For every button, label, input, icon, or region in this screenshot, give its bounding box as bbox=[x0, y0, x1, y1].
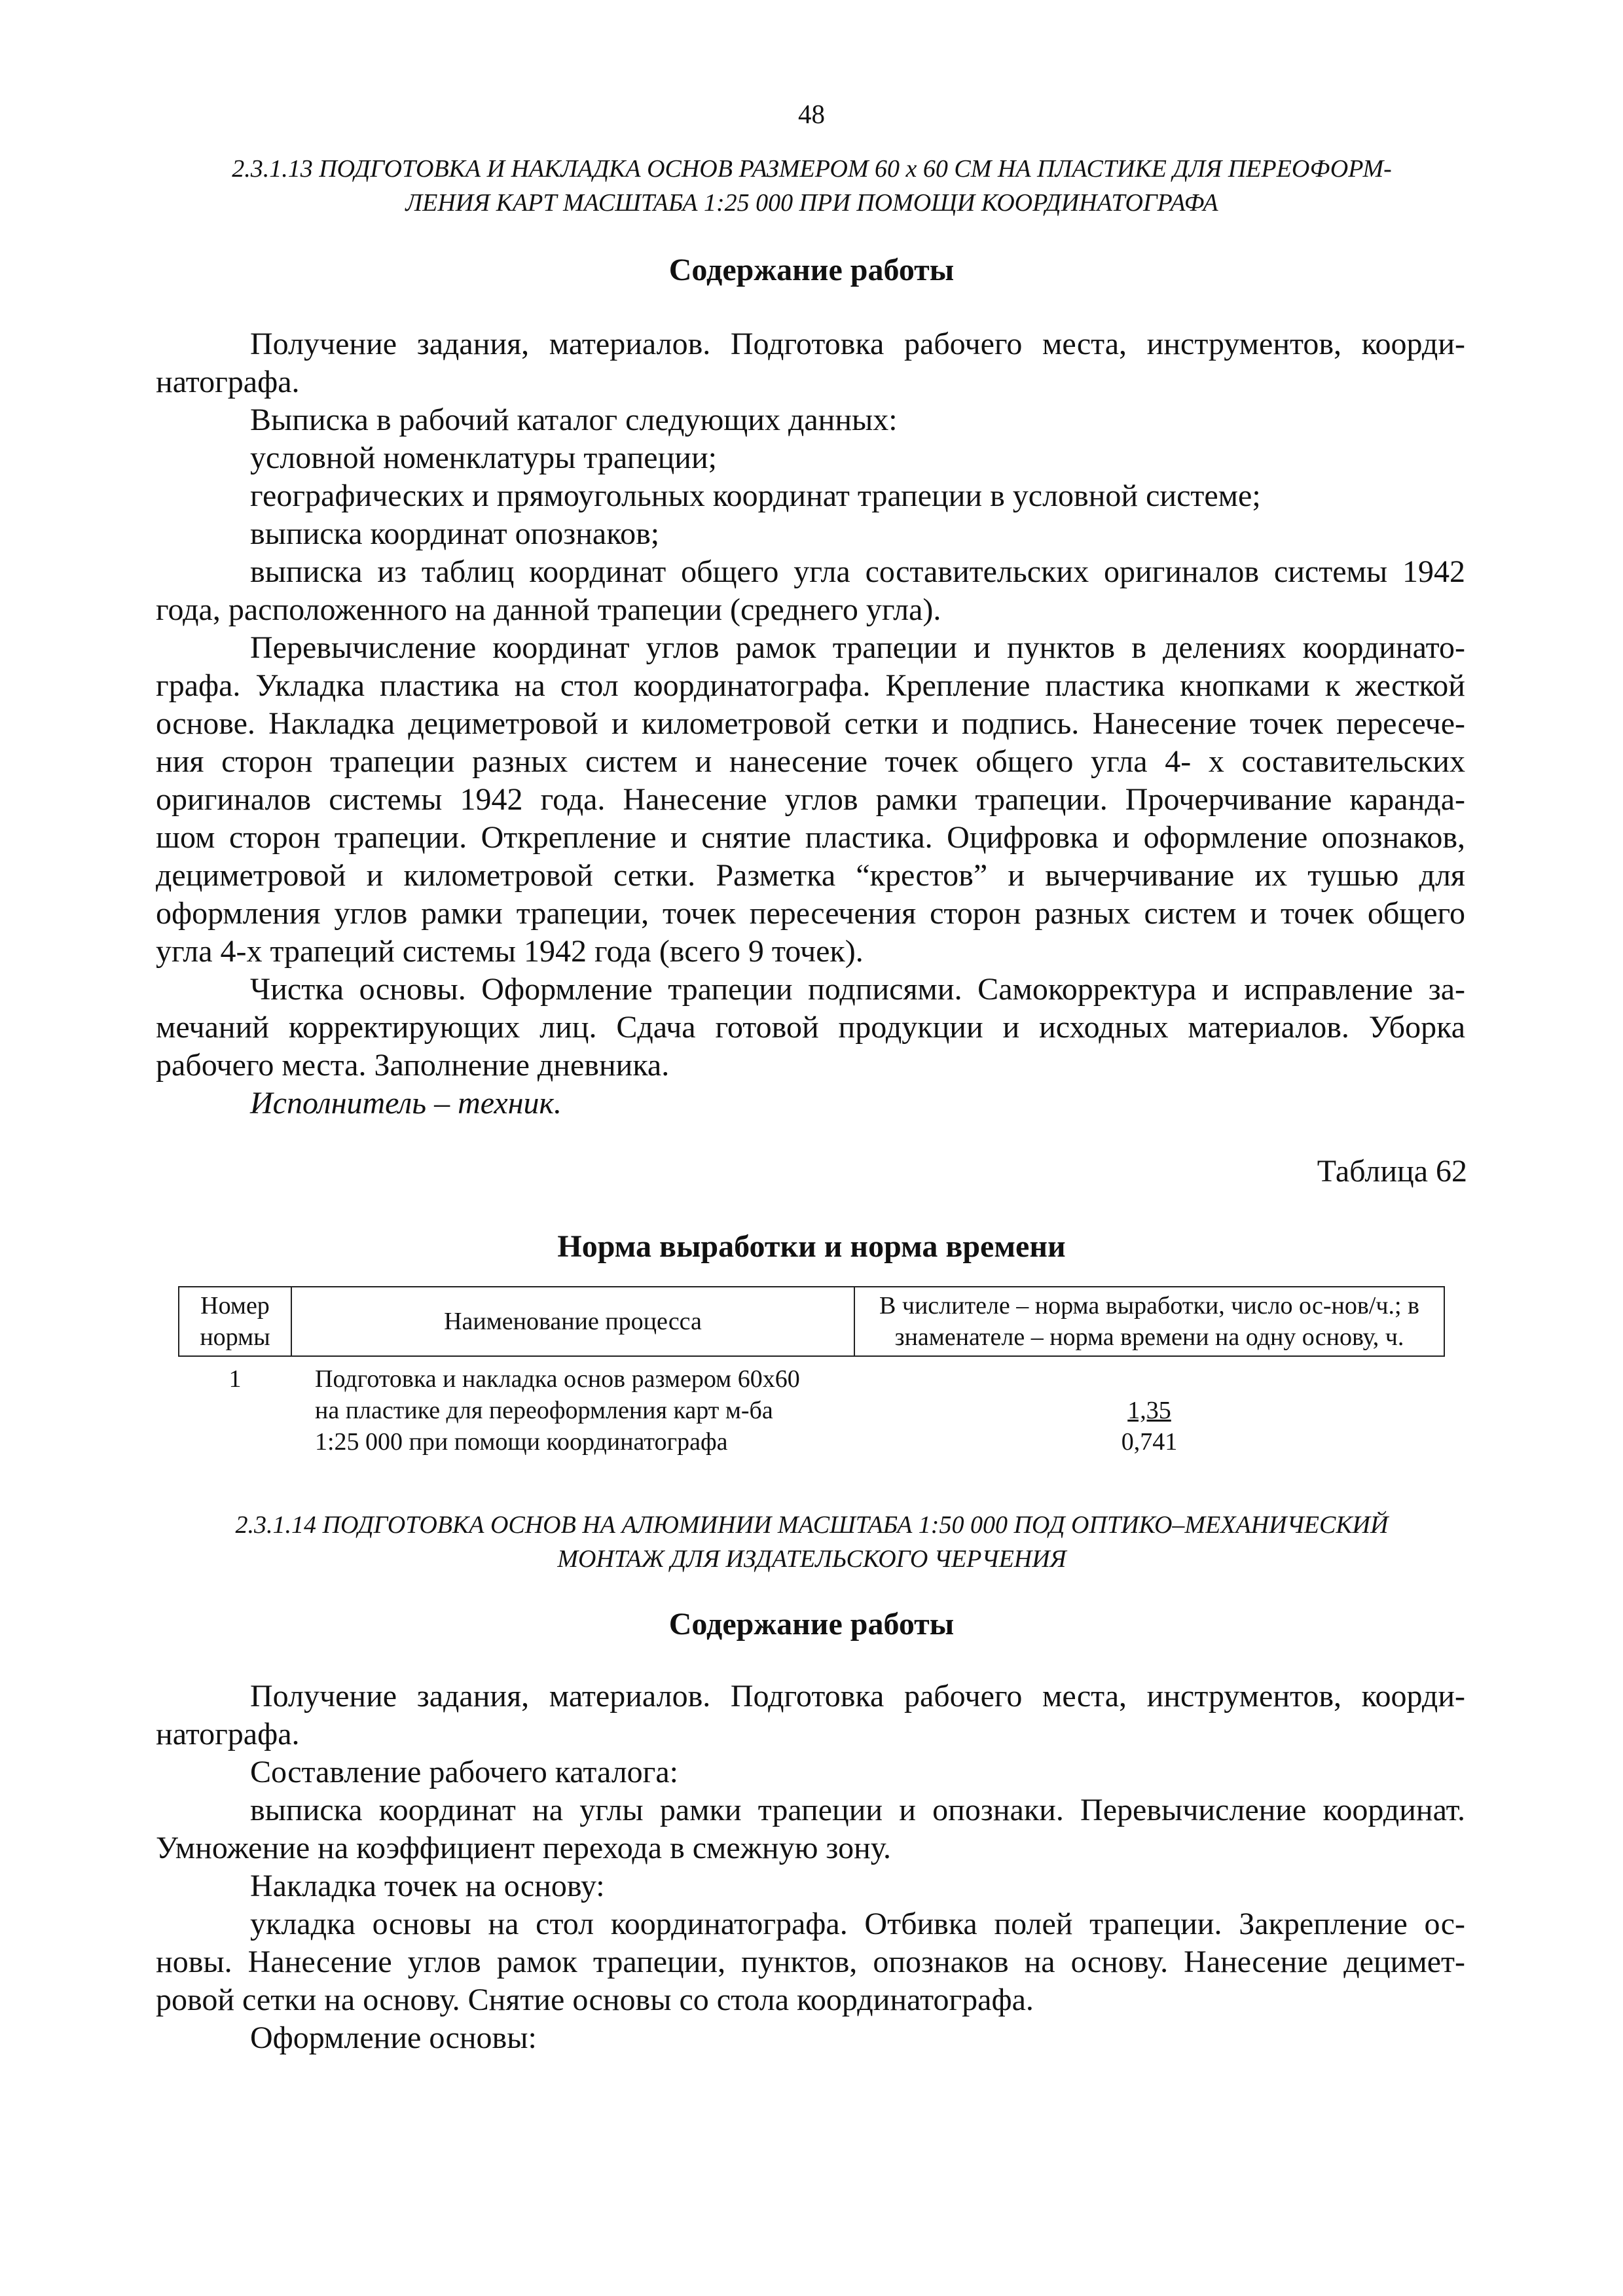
cell-number: 1 bbox=[228, 1365, 242, 1393]
content-title: Содержание работы bbox=[668, 253, 955, 287]
paragraph-line: натографа. bbox=[156, 365, 300, 399]
paragraph-line: Накладка точек на основу: bbox=[250, 1869, 605, 1903]
paragraph-line: угла 4-х трапеций системы 1942 года (всего 9 точек). bbox=[156, 934, 864, 969]
paragraph-line: шом сторон трапеции. Открепление и снятие пластика. Оцифровка и оформление опознаков, bbox=[156, 820, 1465, 855]
page-number: 48 bbox=[798, 99, 825, 129]
content-title: Содержание работы bbox=[668, 1607, 955, 1641]
cell-name-line: на пластике для переоформления карт м-ба bbox=[315, 1397, 773, 1424]
paragraph-line: выписка из таблиц координат общего угла составительских оригиналов системы 1942 bbox=[250, 554, 1465, 589]
paragraph-line: Перевычисление координат углов рамок трапеции и пунктов в делениях координато- bbox=[250, 630, 1465, 665]
paragraph-line: выписка координат на углы рамки трапеции и опознаки. Перевычисление координат. bbox=[250, 1793, 1465, 1827]
paragraph-line: новы. Нанесение углов рамок трапеции, пунктов, опознаков на основу. Нанесение децимет- bbox=[156, 1945, 1465, 1979]
paragraph-line: основе. Накладка дециметровой и километровой сетки и подпись. Нанесение точек пересече- bbox=[156, 706, 1465, 741]
value-denominator: 0,741 bbox=[1121, 1428, 1178, 1456]
cell-name-line: 1:25 000 при помощи координатографа bbox=[315, 1428, 728, 1456]
paragraph-line: Получение задания, материалов. Подготовка рабочего места, инструментов, коорди- bbox=[250, 1679, 1465, 1713]
value-numerator: 1,35 bbox=[1127, 1397, 1171, 1424]
table-title: Норма выработки и норма времени bbox=[557, 1229, 1066, 1264]
header-number: Номер нормы bbox=[179, 1287, 291, 1356]
section-body bbox=[156, 325, 1465, 1122]
paragraph-line: географических и прямоугольных координат трапеции в условной системе; bbox=[250, 478, 1261, 513]
paragraph-line: условной номенклатуры трапеции; bbox=[250, 440, 717, 475]
paragraph-line: Умножение на коэффициент перехода в смежную зону. bbox=[156, 1831, 891, 1865]
header-name: Наименование процесса bbox=[291, 1287, 854, 1356]
paragraph-line: графа. Укладка пластика на стол координатографа. Крепление пластика кнопками к жесткой bbox=[156, 668, 1465, 703]
table-row bbox=[179, 1356, 1444, 1458]
executor-line: Исполнитель – техник. bbox=[250, 1086, 562, 1121]
paragraph-line: дециметровой и километровой сетки. Разметка “крестов” и вычерчивание их тушью для bbox=[156, 858, 1465, 893]
cell-value bbox=[854, 1356, 1444, 1458]
section-heading-line: ЛЕНИЯ КАРТ МАСШТАБА 1:25 000 ПРИ ПОМОЩИ КООРДИНАТОГРАФА bbox=[405, 189, 1218, 217]
paragraph-line: мечаний корректирующих лиц. Сдача готовой продукции и исходных материалов. Уборка bbox=[156, 1010, 1465, 1045]
paragraph-line: выписка координат опознаков; bbox=[250, 516, 660, 551]
paragraph-line: оформления углов рамки трапеции, точек пересечения сторон разных систем и точек общего bbox=[156, 896, 1465, 931]
section-heading-line: 2.3.1.14 ПОДГОТОВКА ОСНОВ НА АЛЮМИНИИ МАСШТАБА 1:50 000 ПОД ОПТИКО–МЕХАНИЧЕСКИЙ bbox=[235, 1511, 1389, 1539]
paragraph-line: оригиналов системы 1942 года. Нанесение углов рамки трапеции. Прочерчивание каранда- bbox=[156, 782, 1465, 817]
paragraph-line: ния сторон трапеции разных систем и нанесение точек общего угла 4- х составительских bbox=[156, 744, 1465, 779]
table-header-row bbox=[179, 1287, 1444, 1356]
paragraph-line: Составление рабочего каталога: bbox=[250, 1755, 678, 1789]
paragraph-line: Оформление основы: bbox=[250, 2020, 537, 2055]
section-heading-line: МОНТАЖ ДЛЯ ИЗДАТЕЛЬСКОГО ЧЕРЧЕНИЯ bbox=[557, 1545, 1067, 1573]
cell-name bbox=[291, 1356, 854, 1458]
cell-name-line: Подготовка и накладка основ размером 60х60 bbox=[315, 1365, 800, 1393]
paragraph-line: Выписка в рабочий каталог следующих данных: bbox=[250, 403, 898, 437]
section-heading-2-3-1-14 bbox=[151, 1508, 1473, 1576]
table-caption: Таблица 62 bbox=[1317, 1154, 1467, 1189]
paragraph-line: рабочего места. Заполнение дневника. bbox=[156, 1048, 670, 1083]
paragraph-line: года, расположенного на данной трапеции (среднего угла). bbox=[156, 592, 941, 627]
section-heading-2-3-1-13 bbox=[151, 152, 1473, 220]
norm-table bbox=[178, 1286, 1445, 1458]
header-value: В числителе – норма выработки, число ос-нов/ч.; в знаменателе – норма времени на одну основу, ч. bbox=[854, 1287, 1444, 1356]
paragraph-line: натографа. bbox=[156, 1717, 300, 1751]
paragraph-line: Получение задания, материалов. Подготовка рабочего места, инструментов, коорди- bbox=[250, 327, 1465, 361]
section-body bbox=[156, 1677, 1465, 2057]
paragraph-line: ровой сетки на основу. Снятие основы со стола координатографа. bbox=[156, 1982, 1034, 2017]
paragraph-line: Чистка основы. Оформление трапеции подписями. Самокорректура и исправление за- bbox=[250, 972, 1465, 1007]
section-heading-line: 2.3.1.13 ПОДГОТОВКА И НАКЛАДКА ОСНОВ РАЗМЕРОМ 60 х 60 СМ НА ПЛАСТИКЕ ДЛЯ ПЕРЕОФОРМ- bbox=[232, 155, 1392, 183]
paragraph-line: укладка основы на стол координатографа. Отбивка полей трапеции. Закрепление ос- bbox=[250, 1907, 1465, 1941]
